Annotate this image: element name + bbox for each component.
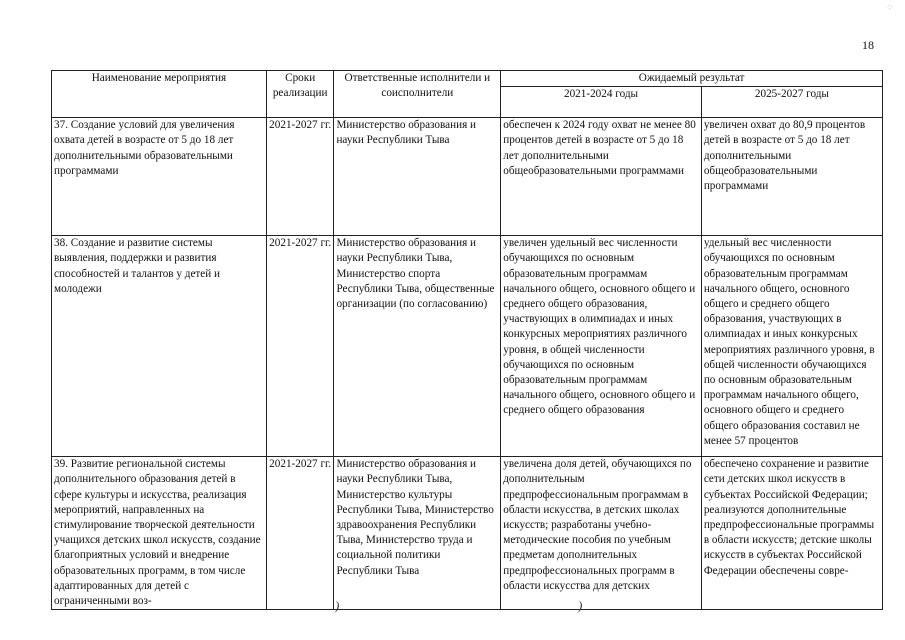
page-number: 18 (862, 38, 874, 52)
header-period-2: 2025-2027 годы (701, 87, 882, 118)
table-row (52, 236, 883, 457)
activity-result-2021-2024: обеспечен к 2024 году охват не менее 80 процентов детей в возрасте от 5 до 18 лет дополнительными общеобразовательными программами (501, 118, 702, 236)
activity-responsible: Министерство образования и науки Республики Тыва, Министерство спорта Республики Тыва, общественные организации (по согласованию) (334, 236, 501, 457)
header-expected: Ожидаемый результат (501, 71, 883, 87)
scan-mark: ) (335, 598, 340, 613)
activity-result-2025-2027: увеличен охват до 80,9 процентов детей в возрасте от 5 до 18 лет дополнительными общеобразовательными программами (701, 118, 882, 236)
header-term: Сроки реализации (266, 71, 334, 118)
header-row (52, 71, 883, 87)
scan-mark: ) (578, 598, 583, 613)
activity-name: 39. Развитие региональной системы дополнительного образования детей в сфере культуры и искусства, реализация мероприятий, направленных на стимулирование творческой деятельности учащихся детских школ искусств, создание благоприятных условий и внедрение образовательных программ, в том числе адаптированных для детей с ограниченными воз- (52, 457, 267, 610)
activities-table (51, 70, 883, 610)
activity-term: 2021-2027 гг. (266, 118, 334, 236)
header-name: Наименование мероприятия (52, 71, 267, 118)
corner-mark: ⁘ (886, 2, 894, 12)
activity-term: 2021-2027 гг. (266, 236, 334, 457)
activity-responsible: Министерство образования и науки Республики Тыва, Министерство культуры Республики Тыва, Министерство здравоохранения Республики Тыва, Министерство труда и социальной политики Республики Тыва (334, 457, 501, 610)
activity-result-2021-2024: увеличена доля детей, обучающихся по дополнительным предпрофессиональным программам в области искусства, в детских школах искусств; разработаны учебно-методические пособия по учебным предметам дополнительных предпрофессиональных программ в области искусства для детских (501, 457, 702, 610)
header-responsible: Ответственные исполнители и соисполнители (334, 71, 501, 118)
activity-name: 38. Создание и развитие системы выявления, поддержки и развития способностей и талантов у детей и молодежи (52, 236, 267, 457)
activity-term: 2021-2027 гг. (266, 457, 334, 610)
activity-name: 37. Создание условий для увеличения охвата детей в возрасте от 5 до 18 лет дополнительными образовательными программами (52, 118, 267, 236)
table-row (52, 118, 883, 236)
activity-result-2021-2024: увеличен удельный вес численности обучающихся по основным образовательным программам начального общего, основного общего и среднего общего образования, участвующих в олимпиадах и иных конкурсных мероприятиях различного уровня, в общей численности обучающихся по основным образовательным программам начального общего, основного общего и среднего общего образования (501, 236, 702, 457)
header-period-1: 2021-2024 годы (501, 87, 702, 118)
activity-result-2025-2027: обеспечено сохранение и развитие сети детских школ искусств в субъектах Российской Федерации; реализуются дополнительные предпрофессиональные программы в области искусств; детские школы искусств в субъектах Российской Федерации обеспечены совре- (701, 457, 882, 610)
activity-result-2025-2027: удельный вес численности обучающихся по основным образовательным программам начального общего, основного общего и среднего общего образования, участвующих в олимпиадах и иных конкурсных мероприятиях различного уровня, в общей численности обучающихся по основным образовательным программам начального общего, основного общего и среднего общего образования составил не менее 57 процентов (701, 236, 882, 457)
table-row (52, 457, 883, 610)
activity-responsible: Министерство образования и науки Республики Тыва (334, 118, 501, 236)
